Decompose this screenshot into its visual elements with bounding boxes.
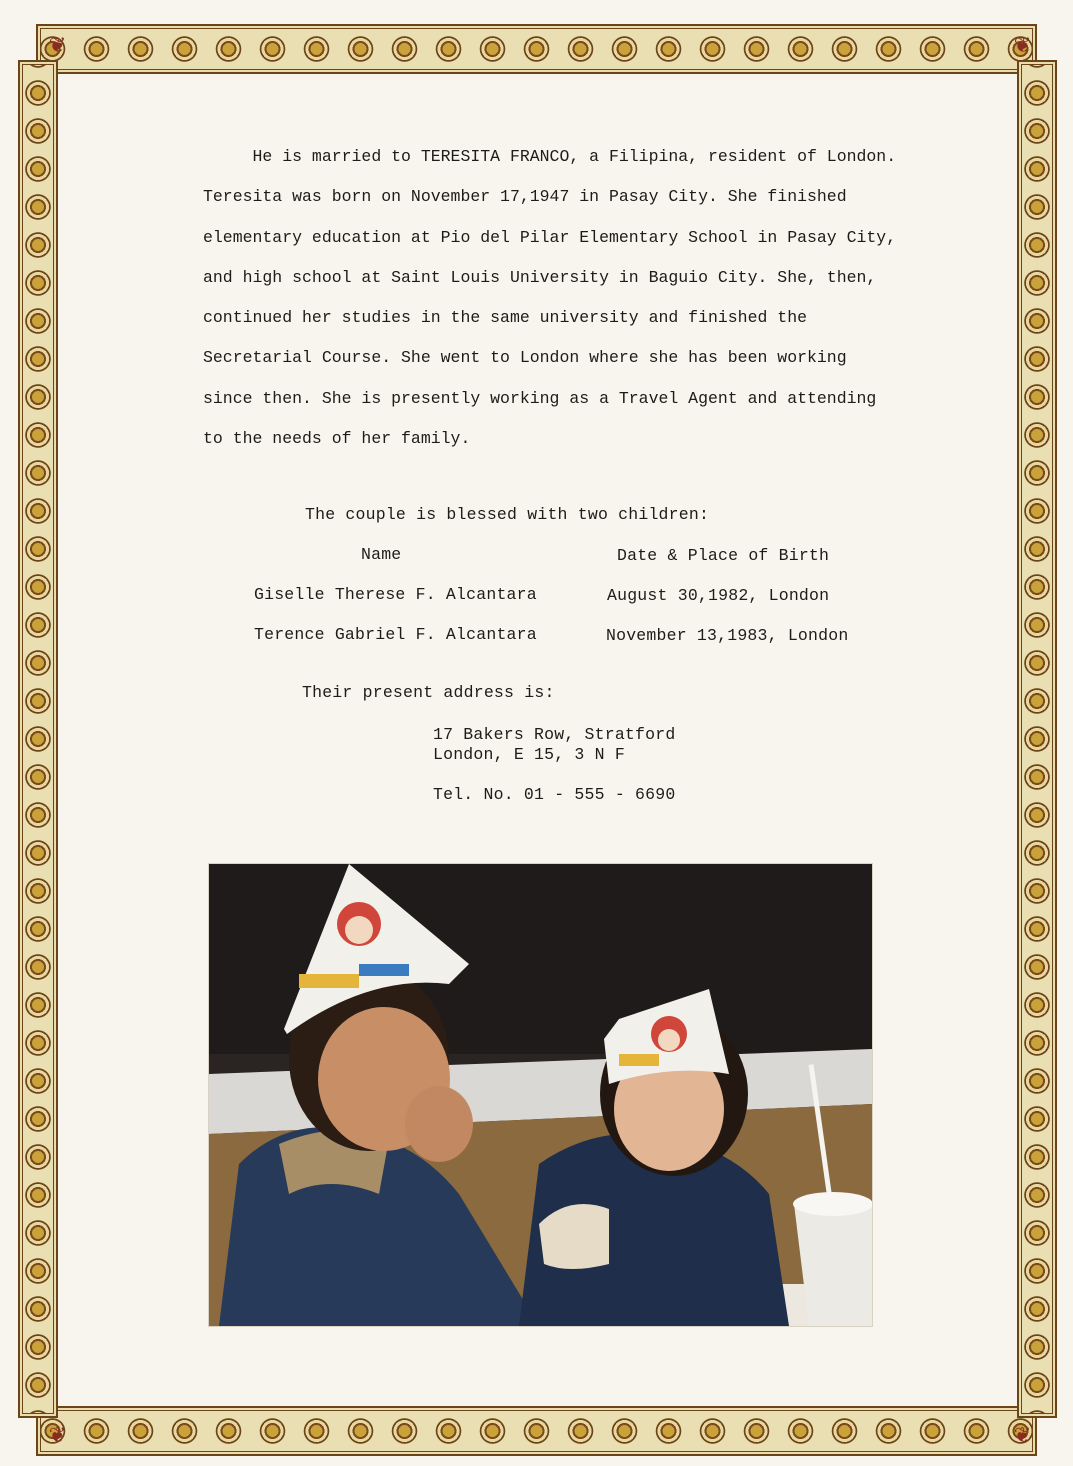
children-photo-illustration: [209, 864, 872, 1326]
paragraph-line: elementary education at Pio del Pilar Elementary School in Pasay City,: [203, 227, 897, 247]
paragraph-line: to the needs of her family.: [203, 429, 471, 449]
fleuron-corner-icon: ❦: [49, 30, 65, 60]
ornamental-border-right: [1017, 60, 1057, 1418]
address-line-1: 17 Bakers Row, Stratford: [433, 725, 676, 744]
spouse-paragraph: [203, 143, 897, 465]
paragraph-line: Secretarial Course. She went to London where she has been working: [203, 348, 847, 368]
paragraph-line: continued her studies in the same university and finished the: [203, 308, 807, 328]
phone-number: Tel. No. 01 - 555 - 6690: [433, 785, 676, 804]
paragraph-line: and high school at Saint Louis University in Baguio City. She, then,: [203, 267, 877, 287]
fleuron-corner-icon: ❦: [1014, 30, 1030, 60]
table-header-birth: Date & Place of Birth: [617, 546, 830, 565]
ornamental-border-bottom: [36, 1406, 1037, 1456]
address-line-2: London, E 15, 3 N F: [433, 745, 625, 764]
child-birth: August 30,1982, London: [607, 586, 830, 605]
children-intro: The couple is blessed with two children:: [305, 505, 710, 524]
paragraph-line: Teresita was born on November 17,1947 in Pasay City. She finished: [203, 187, 847, 207]
child-name: Terence Gabriel F. Alcantara: [254, 625, 537, 644]
ornamental-border-left: [18, 60, 58, 1418]
address-intro: Their present address is:: [302, 683, 555, 702]
child-name: Giselle Therese F. Alcantara: [254, 585, 537, 604]
fleuron-corner-icon: ❦: [1014, 1420, 1030, 1450]
paragraph-line: He is married to TERESITA FRANCO, a Filipina, resident of London.: [203, 147, 897, 166]
child-birth: November 13,1983, London: [606, 626, 849, 645]
fleuron-corner-icon: ❦: [49, 1420, 65, 1450]
ornamental-border-top: [36, 24, 1037, 74]
table-header-name: Name: [361, 545, 402, 564]
children-photo: [208, 863, 873, 1327]
paragraph-line: since then. She is presently working as a Travel Agent and attending: [203, 388, 877, 408]
